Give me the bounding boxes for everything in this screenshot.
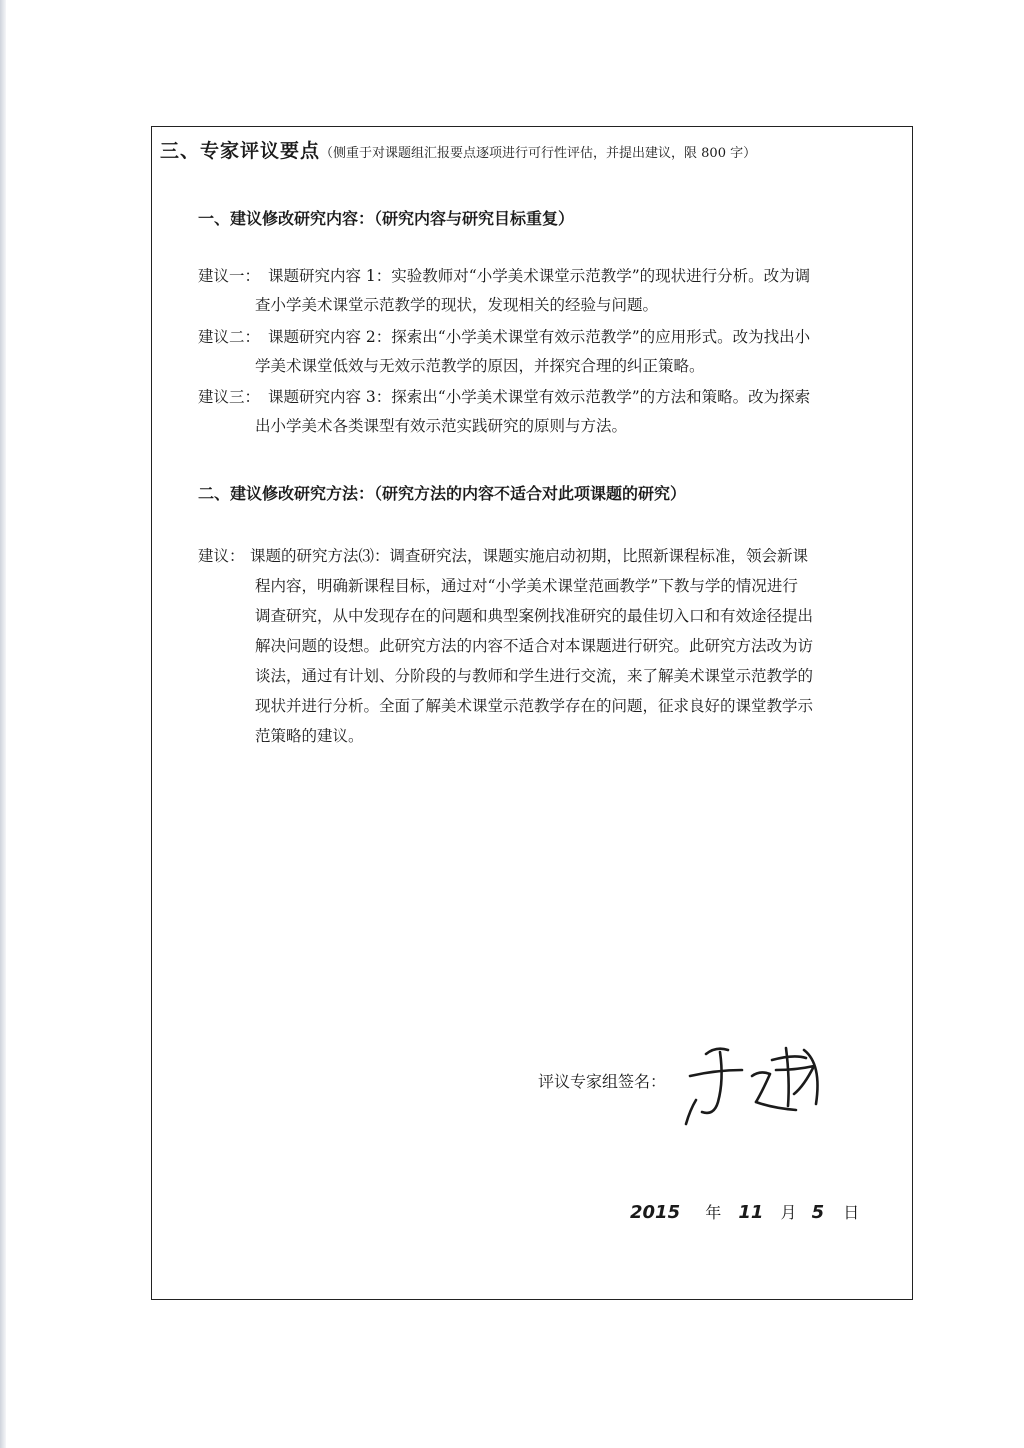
suggestion-line: 查小学美术课堂示范教学的现状，发现相关的经验与问题。 [255,296,659,314]
scan-edge [0,0,6,1448]
date-year: 2015 [630,1202,681,1223]
method-line: 程内容，明确新课程目标，通过对“小学美术课堂范画教学”下教与学的情况进行 [255,577,798,595]
date-month-unit: 月 [780,1203,797,1222]
method-line: 谈法，通过有计划、分阶段的与教师和学生进行交流，来了解美术课堂示范教学的 [255,667,814,685]
date-month: 11 [738,1202,764,1223]
method-line: 调查研究，从中发现存在的问题和典型案例找准研究的最佳切入口和有效途径提出 [255,607,814,625]
suggestion-line: 课题研究内容 3：探索出“小学美术课堂有效示范教学”的方法和策略。改为探索 [268,388,811,406]
suggestion-label: 建议一： [198,267,261,285]
suggestion-line: 课题研究内容 2：探索出“小学美术课堂有效示范教学”的应用形式。改为找出小 [268,328,811,346]
date-day: 5 [811,1202,825,1223]
part2-heading: 二、建议修改研究方法：（研究方法的内容不适合对此项课题的研究） [198,484,687,503]
method-line: 范策略的建议。 [255,727,364,745]
method-label: 建议： [198,547,245,565]
section-note: （侧重于对课题组汇报要点逐项进行可行性评估，并提出建议，限 800 字） [320,146,757,161]
date-day-unit: 日 [843,1203,860,1222]
method-line: 解决问题的设想。此研究方法的内容不适合对本课题进行研究。此研究方法改为访 [255,637,814,655]
method-line: 课题的研究方法⑶：调查研究法，课题实施启动初期，比照新课程标准，领会新课 [250,547,809,565]
handwritten-signature [676,1040,836,1130]
date-line [630,1200,859,1223]
date-year-unit: 年 [705,1203,722,1222]
part1-heading: 一、建议修改研究内容：（研究内容与研究目标重复） [198,209,575,228]
suggestion-line: 课题研究内容 1：实验教师对“小学美术课堂示范教学”的现状进行分析。改为调 [268,267,811,285]
signature-label: 评议专家组签名： [538,1072,667,1091]
method-line: 现状并进行分析。全面了解美术课堂示范教学存在的问题，征求良好的课堂教学示 [255,697,814,715]
section-title [160,136,756,163]
suggestion-line: 学美术课堂低效与无效示范教学的原因，并探究合理的纠正策略。 [255,357,705,375]
suggestion-line: 出小学美术各类课型有效示范实践研究的原则与方法。 [255,417,628,435]
suggestion-label: 建议二： [198,328,261,346]
suggestion-label: 建议三： [198,388,261,406]
section-title-text: 三、专家评议要点 [160,140,321,162]
